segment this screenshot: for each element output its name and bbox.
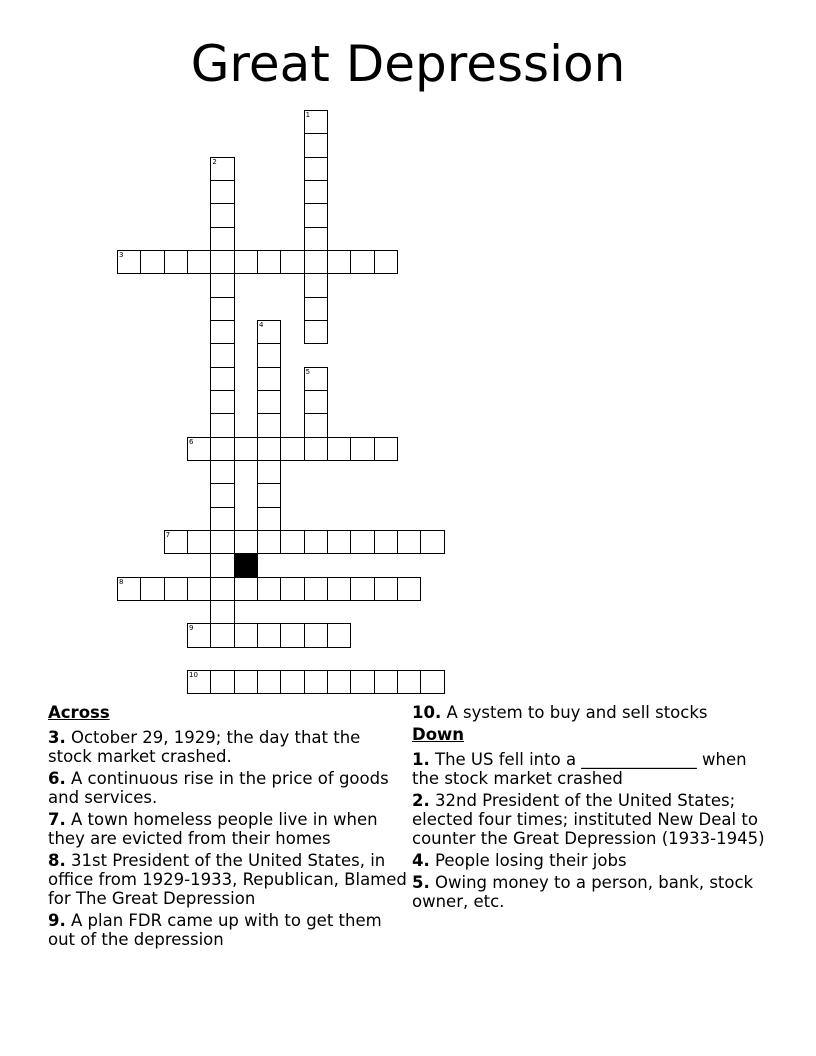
grid-number: 5 xyxy=(305,367,311,376)
grid-cell[interactable] xyxy=(397,577,421,601)
grid-cell[interactable] xyxy=(210,250,234,274)
grid-cell[interactable] xyxy=(420,530,444,554)
grid-number: 7 xyxy=(165,530,171,539)
grid-cell[interactable] xyxy=(210,367,234,391)
grid-cell[interactable] xyxy=(187,250,211,274)
grid-cell[interactable] xyxy=(327,437,351,461)
grid-cell[interactable] xyxy=(257,343,281,367)
grid-cell[interactable] xyxy=(210,483,234,507)
grid-cell[interactable] xyxy=(304,297,328,321)
down-heading: Down xyxy=(412,725,465,744)
grid-cell[interactable] xyxy=(210,460,234,484)
grid-cell[interactable] xyxy=(257,390,281,414)
grid-cell[interactable] xyxy=(327,250,351,274)
grid-cell[interactable] xyxy=(374,670,398,694)
grid-cell[interactable] xyxy=(374,577,398,601)
across-heading: Across xyxy=(48,703,110,722)
grid-cell[interactable] xyxy=(210,180,234,204)
grid-cell[interactable] xyxy=(280,670,304,694)
grid-cell[interactable] xyxy=(257,530,281,554)
grid-cell[interactable] xyxy=(304,623,328,647)
grid-cell[interactable] xyxy=(210,623,234,647)
grid-cell[interactable] xyxy=(164,577,188,601)
grid-cell[interactable] xyxy=(234,250,258,274)
grid-cell[interactable] xyxy=(210,390,234,414)
grid-cell[interactable] xyxy=(257,437,281,461)
grid-cell[interactable] xyxy=(257,507,281,531)
grid-cell[interactable] xyxy=(304,670,328,694)
grid-cell[interactable] xyxy=(257,250,281,274)
grid-cell[interactable] xyxy=(350,530,374,554)
grid-cell[interactable] xyxy=(304,227,328,251)
clue-across-7: 7. A town homeless people live in when they are evicted from their homes xyxy=(48,810,378,848)
grid-number: 6 xyxy=(188,437,194,446)
grid-cell[interactable] xyxy=(304,413,328,437)
grid-cell[interactable] xyxy=(234,670,258,694)
grid-cell[interactable] xyxy=(187,530,211,554)
grid-cell[interactable] xyxy=(280,577,304,601)
grid-cell[interactable] xyxy=(304,180,328,204)
grid-number: 8 xyxy=(119,577,124,586)
grid-cell[interactable] xyxy=(257,670,281,694)
grid-number: 3 xyxy=(119,250,124,259)
clue-across-9: 9. A plan FDR came up with to get them out of the depression xyxy=(48,911,382,949)
grid-cell[interactable] xyxy=(304,250,328,274)
grid-cell[interactable] xyxy=(210,227,234,251)
grid-cell[interactable] xyxy=(210,507,234,531)
grid-cell[interactable] xyxy=(350,250,374,274)
grid-cell[interactable] xyxy=(304,577,328,601)
grid-cell[interactable] xyxy=(234,530,258,554)
clue-down-5: 5. Owing money to a person, bank, stock owner, etc. xyxy=(412,873,754,911)
grid-cell[interactable] xyxy=(304,320,328,344)
grid-cell[interactable] xyxy=(210,203,234,227)
grid-cell[interactable] xyxy=(304,530,328,554)
grid-cell[interactable] xyxy=(397,530,421,554)
clue-across-8: 8. 31st President of the United States, in office from 1929-1933, Republican, Blamed for The Great Depression xyxy=(48,851,407,908)
grid-cell[interactable] xyxy=(374,250,398,274)
grid-cell[interactable] xyxy=(280,530,304,554)
grid-cell[interactable] xyxy=(420,670,444,694)
clue-across-10: 10. A system to buy and sell stocks xyxy=(412,703,708,722)
grid-cell[interactable] xyxy=(304,437,328,461)
grid-cell[interactable] xyxy=(164,250,188,274)
grid-cell[interactable] xyxy=(304,133,328,157)
clue-down-4: 4. People losing their jobs xyxy=(412,851,627,870)
clue-across-3: 3. October 29, 1929; the day that the stock market crashed. xyxy=(48,728,361,766)
across-clues xyxy=(48,703,408,952)
grid-number: 1 xyxy=(305,111,311,119)
grid-number: 9 xyxy=(188,624,194,633)
grid-cell[interactable] xyxy=(210,320,234,344)
grid-cell[interactable] xyxy=(350,437,374,461)
grid-cell[interactable] xyxy=(304,203,328,227)
grid-cell[interactable] xyxy=(280,623,304,647)
grid-cell[interactable] xyxy=(304,273,328,297)
grid-cell[interactable] xyxy=(327,577,351,601)
grid-cell[interactable] xyxy=(350,670,374,694)
grid-cell[interactable] xyxy=(210,343,234,367)
grid-cell[interactable] xyxy=(210,273,234,297)
puzzle-title: Great Depression xyxy=(190,35,626,93)
grid-cell[interactable] xyxy=(327,530,351,554)
grid-cell[interactable] xyxy=(210,437,234,461)
clue-down-1: 1. The US fell into a ______________ when the stock market crashed xyxy=(412,750,747,788)
grid-cell[interactable] xyxy=(304,157,328,181)
grid-cell[interactable] xyxy=(210,553,234,577)
grid-cell[interactable] xyxy=(374,437,398,461)
clue-down-2: 2. 32nd President of the United States; elected four times; instituted New Deal to counter the Great Depression (1933-1945) xyxy=(412,791,765,848)
grid-cell[interactable] xyxy=(374,530,398,554)
grid-cell[interactable] xyxy=(210,670,234,694)
grid-cell[interactable] xyxy=(234,623,258,647)
grid-cell[interactable] xyxy=(350,577,374,601)
grid-cell[interactable] xyxy=(327,623,351,647)
grid-cell[interactable] xyxy=(140,250,164,274)
grid-cell[interactable] xyxy=(257,413,281,437)
grid-cell[interactable] xyxy=(257,577,281,601)
grid-cell[interactable] xyxy=(210,600,234,624)
grid-cell[interactable] xyxy=(257,483,281,507)
grid-cell[interactable] xyxy=(280,250,304,274)
grid-cell[interactable] xyxy=(280,437,304,461)
grid-cell[interactable] xyxy=(304,390,328,414)
down-clues xyxy=(412,703,772,914)
grid-cell[interactable] xyxy=(210,530,234,554)
grid-cell[interactable] xyxy=(257,367,281,391)
grid-cell[interactable] xyxy=(210,297,234,321)
grid-cell[interactable] xyxy=(234,577,258,601)
grid-cell[interactable] xyxy=(397,670,421,694)
grid-cell[interactable] xyxy=(234,437,258,461)
grid-cell[interactable] xyxy=(187,577,211,601)
grid-cell[interactable] xyxy=(210,413,234,437)
grid-number: 10 xyxy=(188,670,198,679)
grid-cell[interactable] xyxy=(257,623,281,647)
grid-cell[interactable] xyxy=(257,460,281,484)
grid-number: 2 xyxy=(212,157,217,166)
grid-cell[interactable] xyxy=(210,577,234,601)
grid-cell[interactable] xyxy=(140,577,164,601)
grid-number: 4 xyxy=(258,320,264,329)
black-square xyxy=(234,553,258,577)
grid-cell[interactable] xyxy=(327,670,351,694)
clue-across-6: 6. A continuous rise in the price of goods and services. xyxy=(48,769,389,807)
